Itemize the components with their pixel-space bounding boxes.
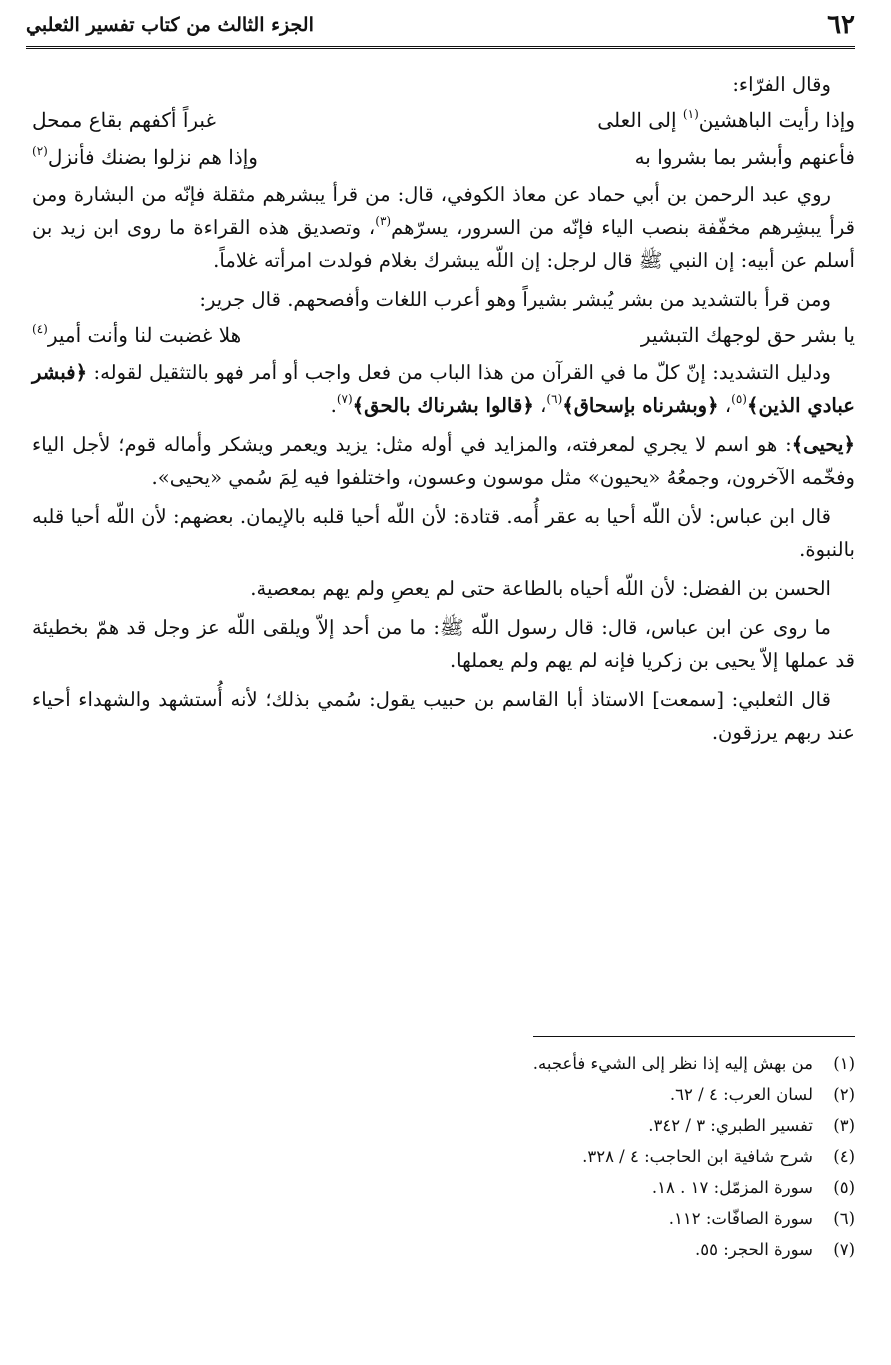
footnote-item <box>300 1141 855 1172</box>
paragraph-farra: وقال الفرّاء: <box>732 73 831 96</box>
paragraph-ibn-abbas: قال ابن عباس: لأن اللّه أحيا به عقر أُمه. قتادة: لأن اللّه أحيا قلبه بالإيمان. بعضهم: لأن اللّه أحيا قلبه بالنبوة. <box>32 505 855 561</box>
verse-2-first-hemistich: فأعنهم وأبشر بما بشروا به <box>634 145 855 169</box>
verse-1-h1-text-b: إلى العلى <box>597 108 683 132</box>
verse-3-second-hemistich <box>32 319 402 352</box>
quran-word-yahya: ﴿يحيى﴾ <box>791 433 855 456</box>
footnote-text: سورة الصافّات: ١١٢. <box>668 1209 813 1228</box>
footnote-item <box>300 1172 855 1203</box>
footnote-separator <box>533 1036 855 1037</box>
footnote-item <box>300 1079 855 1110</box>
footnote-number: (٤) <box>833 1147 855 1166</box>
verse-2-second-hemistich <box>32 141 402 174</box>
running-header <box>26 8 855 49</box>
paragraph-rawa: ما روى عن ابن عباس، قال: قال رسول اللّه ﷺ: ما من أحد إلاّ ويلقى اللّه عز وجل قد همّ بخطيئة قد عملها إلاّ يحيى بن زكريا فإنه لم يهم ولم يعملها. <box>32 616 855 672</box>
footnote-text: شرح شافية ابن الحاجب: ٤ / ٣٢٨. <box>582 1147 813 1166</box>
paragraph-yahya-text: : هو اسم لا يجري لمعرفته، والمزايد في أوله مثل: يزيد ويعمر ويشكر وأماله قوم؛ لأجل الياء وفخّمه الآخرون، وجمعُهُ «يحيون» مثل موسون وعسون، واختلفوا فيه لِمَ سُمي «يحيى». <box>32 433 855 489</box>
verse-1-h1-text-a: وإذا رأيت الباهشين <box>698 108 855 132</box>
footnote-number: (٦) <box>833 1209 855 1228</box>
paragraph-dalil <box>32 356 855 422</box>
verse-line-3 <box>32 319 855 352</box>
footnote-ref-4: (٤) <box>32 322 48 336</box>
verse-3-first-hemistich: يا بشر حق لوجهك التبشير <box>640 323 855 347</box>
footnote-number: (٣) <box>833 1116 855 1135</box>
paragraph-dalil-end: . <box>330 394 337 417</box>
quran-quote-1: ﴿فبشر عبادي الذين﴾ <box>32 361 855 417</box>
footnote-ref-2: (٢) <box>32 144 48 158</box>
footnote-text: سورة المزمّل: ١٧ . ١٨. <box>651 1178 813 1197</box>
quran-quote-3: ﴿قالوا بشرناك بالحق﴾ <box>352 394 534 417</box>
footnote-item <box>300 1203 855 1234</box>
paragraph-riwaya-text-a: روي عبد الرحمن بن أبي حماد عن معاذ الكوفي، قال: من قرأ يبشرهم مثقلة فإنّه من البشارة ومن قرأ يبشِرهم مخفّفة بنصب الياء فإنّه من السرور، يسرّهم <box>32 183 855 239</box>
verse-1-second-hemistich: غبراً أكفهم بقاع ممحل <box>32 108 216 132</box>
footnote-text: من بهش إليه إذا نظر إلى الشيء فأعجبه. <box>532 1054 813 1073</box>
footnote-text: تفسير الطبري: ٣ / ٣٤٢. <box>648 1116 813 1135</box>
verse-3-h2-text: هلا غضبت لنا وأنت أمير <box>47 323 242 347</box>
separator-1: ، <box>718 394 732 417</box>
footnote-item <box>300 1234 855 1265</box>
paragraph-yahya <box>32 428 855 494</box>
footnote-ref-5: (٥) <box>731 392 747 406</box>
footnote-item <box>300 1048 855 1079</box>
footnote-text: سورة الحجر: ٥٥. <box>694 1240 813 1259</box>
paragraph-riwaya <box>32 178 855 277</box>
footnotes-list <box>300 1048 855 1265</box>
running-title: الجزء الثالث من كتاب تفسير الثعلبي <box>26 14 314 36</box>
quran-quote-2: ﴿وبشرناه بإسحاق﴾ <box>562 394 719 417</box>
footnote-item <box>300 1110 855 1141</box>
footnote-number: (٧) <box>833 1240 855 1259</box>
footnote-number: (٢) <box>833 1085 855 1104</box>
verse-2-h2-text: وإذا هم نزلوا بضنك فأنزل <box>47 145 258 169</box>
paragraph-hasan: الحسن بن الفضل: لأن اللّه أحياه بالطاعة حتى لم يعصِ ولم يهم بمعصية. <box>250 577 831 600</box>
footnote-ref-7: (٧) <box>336 392 353 406</box>
page-number: ٦٢ <box>827 10 855 40</box>
paragraph-thalabi: قال الثعلبي: [سمعت] الاستاذ أبا القاسم بن حبيب يقول: سُمي بذلك؛ لأنه أُستشهد والشهداء أحياء عند ربهم يرزقون. <box>32 688 855 744</box>
footnote-ref-3: (٣) <box>375 214 392 228</box>
paragraph-tashdid: ومن قرأ بالتشديد من بشر يُبشر بشيراً وهو أعرب اللغات وأفصحهم. قال جرير: <box>199 288 831 311</box>
separator-2: ، <box>533 394 547 417</box>
body-text <box>32 68 855 755</box>
verse-line-2 <box>32 141 855 174</box>
footnote-number: (٥) <box>833 1178 855 1197</box>
footnote-text: لسان العرب: ٤ / ٦٢. <box>669 1085 813 1104</box>
paragraph-riwaya-text-b: ، وتصديق هذه القراءة ما روى ابن زيد بن أسلم عن أبيه: إن النبي ﷺ قال لرجل: إن اللّه يبشرك بغلام فولدت امرأته غلاماً. <box>32 216 855 272</box>
footnote-ref-6: (٦) <box>546 392 563 406</box>
footnote-ref-1: (١) <box>682 107 699 121</box>
footnote-number: (١) <box>833 1054 855 1073</box>
verse-line-1 <box>32 104 855 137</box>
verse-1-first-hemistich <box>452 104 855 137</box>
paragraph-dalil-text: ودليل التشديد: إنّ كلّ ما في القرآن من هذا الباب من فعل واجب أو أمر فهو بالتثقيل لقوله: <box>87 361 831 384</box>
